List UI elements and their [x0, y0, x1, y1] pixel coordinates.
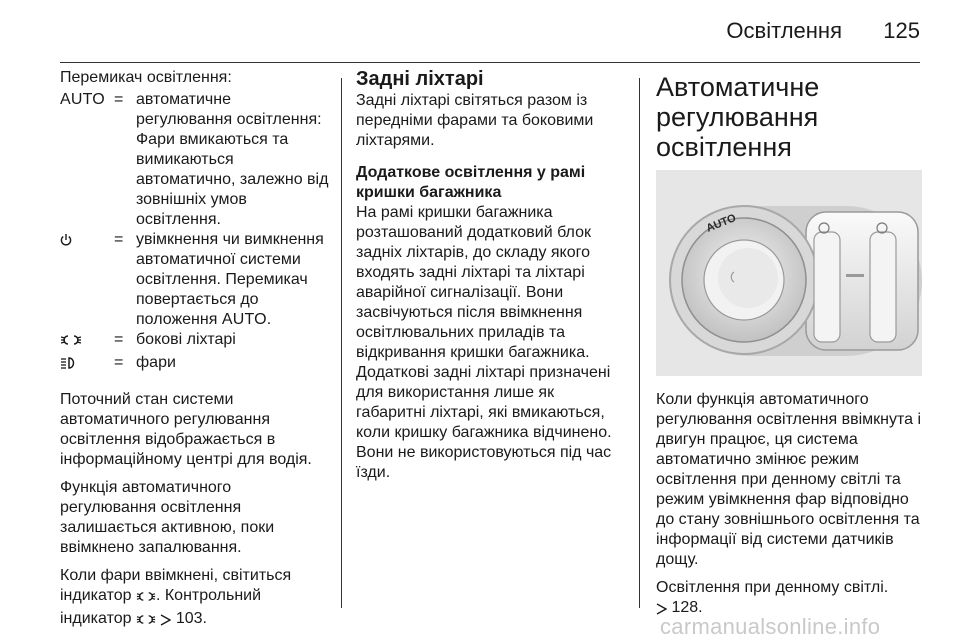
column-3 [656, 68, 922, 621]
auto-label: AUTO [704, 212, 738, 235]
legend-row-headlights [60, 353, 330, 376]
page-reference: 103. [175, 610, 207, 627]
subheading: Додаткове освітлення у рамі кришки багажника [356, 164, 586, 201]
header-divider [60, 62, 920, 63]
paragraph: Функція автоматичного регулювання освітлення залишається активною, поки ввімкнено запалювання. [60, 479, 275, 556]
auto-lighting-heading: Автоматичне регулювання освітлення [656, 72, 820, 162]
side-lights-icon [136, 612, 156, 632]
legend-desc: автоматичне регулювання освітлення: Фари вмикаються та вимикаються автоматично, залежно від зовнішніх умов освітлення. [136, 91, 329, 228]
watermark: carmanualsonline.info [660, 614, 881, 639]
legend-eq: = [114, 354, 124, 371]
side-lights-icon [60, 333, 82, 353]
paragraph: На рамі кришки багажника розташований додатковий блок задніх ліхтарів, до складу якого входять задні ліхтарі та ліхтарі аварійної сигналізації. Вони засвічуються після ввімкнення освітлювальних приладів та відкривання кришки багажника. Додаткові задні ліхтарі призначені для використання лише як габаритні ліхтарі, які вмикаються, коли кришку багажника відчинено. Вони не використовуються під час їзди. [356, 204, 612, 481]
paragraph: Поточний стан системи автоматичного регулювання освітлення відображається в інформаційному центрі для водія. [60, 391, 312, 468]
power-icon [60, 233, 72, 253]
page-reference: 128. [671, 599, 703, 616]
column-divider-2 [639, 78, 640, 608]
column-1 [60, 68, 330, 632]
headlight-icon [60, 356, 78, 376]
switch-intro: Перемикач освітлення: [60, 69, 232, 86]
paragraph: Задні ліхтарі світяться разом із передніми фарами та боковими ліхтарями. [356, 92, 594, 149]
column-2 [356, 68, 626, 483]
column-divider-1 [341, 78, 342, 608]
section-title: Освітлення [726, 18, 842, 43]
legend-eq: = [114, 91, 124, 108]
legend-desc: бокові ліхтарі [136, 331, 236, 348]
page-number: 125 [883, 18, 920, 43]
legend-row-power [60, 230, 330, 330]
legend-desc: увімкнення чи вимкнення автоматичної системи освітлення. Перемикач повертається до положення AUTO. [136, 231, 324, 328]
paragraph: Коли функція автоматичного регулювання освітлення ввімкнута і двигун працює, ця система автоматично змінює режим освітлення при денному світлі та режим увімкнення фар відповідно до стану зовнішнього освітлення та інформації від системи датчиків дощу. [656, 391, 921, 568]
legend-eq: = [114, 231, 124, 248]
legend-row-auto [60, 90, 330, 230]
side-lights-icon [136, 589, 156, 609]
auto-key: AUTO [60, 91, 105, 108]
paragraph: Освітлення при денному світлі. [656, 579, 889, 596]
page-reference-icon [160, 612, 171, 632]
paragraph: Коли фари ввімкнені, світиться індикатор . Контрольний індикатор 103. [60, 566, 330, 632]
rear-lights-heading: Задні ліхтарі [356, 68, 484, 90]
legend-row-side-lights [60, 330, 330, 353]
light-switch-photo [656, 170, 922, 376]
legend-desc: фари [136, 354, 176, 371]
switch-legend [60, 90, 330, 376]
page-header [0, 0, 960, 62]
legend-eq: = [114, 331, 124, 348]
